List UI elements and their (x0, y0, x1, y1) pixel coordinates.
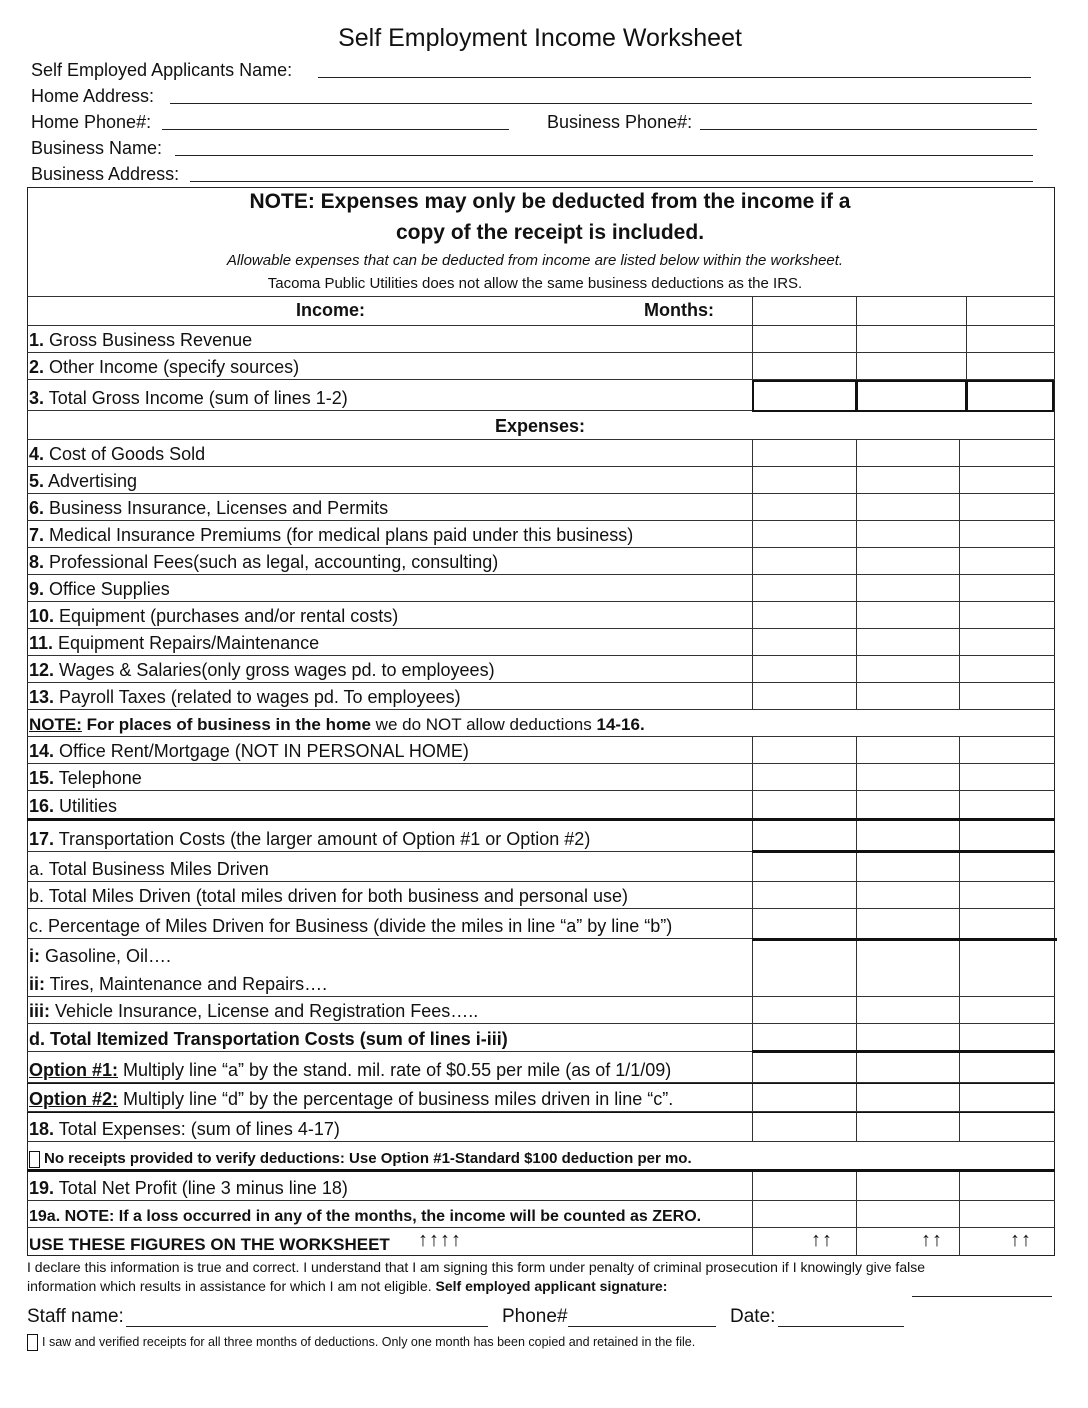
month-2-input[interactable] (856, 1024, 857, 1051)
month-1-input[interactable] (752, 1024, 753, 1051)
month-1-input[interactable] (752, 882, 753, 908)
line-label: Utilities (54, 796, 118, 816)
month-2-input[interactable] (856, 791, 857, 818)
option-2-row (27, 1083, 1055, 1112)
month-1-input[interactable] (752, 440, 753, 466)
line-number: 19. (29, 1178, 55, 1198)
itemized-costs-row (27, 941, 1055, 997)
month-3-input[interactable] (959, 548, 960, 574)
month-1-input[interactable] (752, 467, 753, 493)
line-label: Multiply line “a” by the stand. mil. rate of $0.55 per mile (as of 1/1/09) (118, 1060, 672, 1080)
month-3-input[interactable] (959, 737, 960, 763)
month-3-input[interactable] (959, 521, 960, 547)
total-gross-month-3-input[interactable] (966, 380, 1054, 412)
line-number: 4. (29, 444, 45, 464)
line-label: Office Supplies (44, 579, 170, 599)
income-header-row (27, 296, 1055, 326)
line-number: 15. (29, 768, 55, 788)
home-phone-field[interactable] (162, 129, 509, 130)
line-number: 11. (29, 633, 54, 653)
line-number: 2. (29, 357, 45, 377)
month-1-input[interactable] (752, 575, 753, 601)
line-number: 8. (29, 552, 45, 572)
line-7-row (27, 521, 1055, 548)
line-label: Gasoline, Oil…. (40, 946, 172, 966)
month-1-input[interactable] (752, 656, 753, 682)
month-2-input[interactable] (856, 764, 857, 790)
line-number: 18. (29, 1119, 55, 1139)
line-c-row (27, 909, 1055, 939)
month-2-input[interactable] (856, 440, 857, 466)
no-receipts-checkbox[interactable] (29, 1151, 40, 1168)
line-15-row (27, 764, 1055, 791)
line-label: a. Total Business Miles Driven (29, 859, 269, 879)
month-1-input[interactable] (752, 683, 753, 709)
applicant-name-field[interactable] (318, 77, 1031, 78)
month-1-input[interactable] (752, 1172, 753, 1200)
line-label: Business Insurance, Licenses and Permits (44, 498, 389, 518)
month-2-input[interactable] (856, 821, 857, 851)
month-2-input[interactable] (856, 909, 857, 938)
note-home-lines: 14-16. (596, 715, 645, 734)
month-1-input[interactable] (752, 1201, 753, 1227)
month-3-input[interactable] (959, 494, 960, 520)
month-2-input[interactable] (856, 1113, 857, 1141)
total-gross-month-1-input[interactable] (752, 380, 857, 412)
page-title: Self Employment Income Worksheet (338, 24, 742, 52)
line-number: 16. (29, 796, 55, 816)
line-label: d. Total Itemized Transportation Costs (sum of lines i-iii) (29, 1029, 508, 1049)
line-label: Total Gross Income (sum of lines 1-2) (44, 388, 348, 408)
month-3-input[interactable] (959, 467, 960, 493)
staff-name-field[interactable] (126, 1326, 488, 1327)
month-1-input[interactable] (752, 494, 753, 520)
month-3-input[interactable] (959, 629, 960, 655)
month-1-input[interactable] (752, 353, 753, 379)
line-label: Medical Insurance Premiums (for medical plans paid under this business) (44, 525, 634, 545)
months-header: Months: (644, 300, 714, 320)
month-3-input[interactable] (959, 1084, 960, 1111)
note-label: NOTE: (29, 715, 82, 734)
line-label: Gross Business Revenue (44, 330, 253, 350)
month-1-input[interactable] (752, 1113, 753, 1141)
line-label: Vehicle Insurance, License and Registration Fees….. (50, 1001, 479, 1021)
declaration-line-2: information which results in assistance for which I am not eligible. (27, 1278, 432, 1294)
total-gross-month-2-input[interactable] (856, 380, 967, 412)
line-10-row (27, 602, 1055, 629)
month-1-input[interactable] (752, 548, 753, 574)
month-2-input[interactable] (856, 548, 857, 574)
month-3-input[interactable] (966, 353, 967, 379)
use-figures-label: USE THESE FIGURES ON THE WORKSHEET (29, 1235, 390, 1254)
staff-phone-field[interactable] (568, 1326, 716, 1327)
home-phone-label: Home Phone#: (31, 112, 152, 132)
option-1-row (27, 1053, 1055, 1083)
month-3-input[interactable] (959, 1172, 960, 1200)
line-label: b. Total Miles Driven (total miles driven for both business and personal use) (29, 886, 628, 906)
line-d-row (27, 1024, 1055, 1052)
month-1-input[interactable] (752, 941, 753, 996)
receipts-verified-label: I saw and verified receipts for all three months of deductions. Only one month has been copied and retained in the file. (42, 1334, 696, 1349)
month-3-input[interactable] (959, 997, 960, 1023)
business-address-label: Business Address: (31, 164, 180, 184)
option-label: Option #2: (29, 1089, 118, 1109)
line-16-row (27, 791, 1055, 821)
month-3-input[interactable] (959, 909, 960, 938)
month-2-input[interactable] (856, 882, 857, 908)
line-label: Payroll Taxes (related to wages pd. To employees) (54, 687, 461, 707)
declaration-line-1: I declare this information is true and correct. I understand that I am signing this form under penalty of criminal prosecution if I knowingly give false (27, 1259, 925, 1275)
business-address-field[interactable] (190, 181, 1033, 182)
line-label: Equipment Repairs/Maintenance (53, 633, 320, 653)
line-number: 6. (29, 498, 45, 518)
note-heading-line2: copy of the receipt is included. (395, 221, 705, 244)
line-label: Tires, Maintenance and Repairs…. (45, 974, 328, 994)
line-label: Office Rent/Mortgage (NOT IN PERSONAL HOME) (54, 741, 469, 761)
business-phone-label: Business Phone#: (547, 112, 693, 132)
month-1-input[interactable] (752, 764, 753, 790)
line-19-row (27, 1172, 1055, 1201)
note-home-text-2: we do NOT allow deductions (370, 715, 597, 734)
month-1-input[interactable] (752, 909, 753, 938)
up-arrows-icon: ↑↑↑↑ (418, 1229, 462, 1251)
option-label: Option #1: (29, 1060, 118, 1080)
line-a-row (27, 853, 1055, 882)
signature-field[interactable] (912, 1296, 1052, 1297)
line-1-row (27, 326, 1055, 353)
month-3-input[interactable] (959, 941, 960, 996)
month-1-input[interactable] (752, 737, 753, 763)
home-address-label: Home Address: (31, 86, 155, 106)
month-3-input[interactable] (959, 853, 960, 881)
month-2-input[interactable] (856, 467, 857, 493)
line-number: 13. (29, 687, 55, 707)
business-name-label: Business Name: (31, 138, 163, 158)
use-figures-row (27, 1228, 1055, 1256)
line-label: Total Expenses: (sum of lines 4-17) (54, 1119, 340, 1139)
up-arrows-icon: ↑↑ (1010, 1229, 1032, 1251)
line-5-row (27, 467, 1055, 494)
up-arrows-icon: ↑↑ (921, 1229, 943, 1251)
line-number: 1. (29, 330, 45, 350)
line-number: 17. (29, 829, 55, 849)
note-heading-line1: NOTE: Expenses may only be deducted from the income if a (249, 190, 851, 213)
month-2-input[interactable] (856, 853, 857, 881)
expenses-header: Expenses: (495, 416, 586, 436)
month-1-input[interactable] (752, 629, 753, 655)
home-business-note-row (27, 710, 1055, 737)
month-1-input[interactable] (752, 602, 753, 628)
income-header: Income: (296, 300, 366, 320)
month-2-input[interactable] (856, 629, 857, 655)
no-receipts-label: No receipts provided to verify deductions: Use Option #1-Standard $100 deduction per mo. (44, 1150, 692, 1168)
business-name-field[interactable] (175, 155, 1033, 156)
month-3-input[interactable] (959, 440, 960, 466)
line-number: 10. (29, 606, 55, 626)
line-12-row (27, 656, 1055, 683)
month-1-input[interactable] (752, 1053, 753, 1082)
line-b-row (27, 882, 1055, 909)
month-1-input[interactable] (752, 1084, 753, 1111)
staff-phone-label: Phone# (502, 1306, 568, 1327)
month-2-input[interactable] (856, 737, 857, 763)
note-allowable-expenses: Allowable expenses that can be deducted from income are listed below within the worksheet. (226, 252, 844, 269)
month-3-input[interactable] (959, 575, 960, 601)
line-14-row (27, 737, 1055, 764)
signature-label: Self employed applicant signature: (431, 1278, 668, 1294)
line-11-row (27, 629, 1055, 656)
line-label: Telephone (54, 768, 142, 788)
line-number: 3. (29, 388, 45, 408)
date-field[interactable] (778, 1326, 904, 1327)
month-2-input[interactable] (856, 1172, 857, 1200)
note-irs-deductions: Tacoma Public Utilities does not allow the same business deductions as the IRS. (267, 275, 803, 292)
month-2-input[interactable] (856, 1201, 857, 1227)
month-3-input[interactable] (959, 1113, 960, 1141)
note-home-text: For places of business in the home (81, 715, 371, 734)
month-2-input[interactable] (856, 326, 857, 352)
month-2-input[interactable] (856, 521, 857, 547)
line-number: 14. (29, 741, 55, 761)
month-2-input[interactable] (856, 941, 857, 996)
line-label: Cost of Goods Sold (44, 444, 206, 464)
line-2-row (27, 353, 1055, 380)
month-2-input[interactable] (856, 353, 857, 379)
staff-name-label: Staff name: (27, 1306, 124, 1327)
month-1-input[interactable] (752, 997, 753, 1023)
line-label: Transportation Costs (the larger amount of Option #1 or Option #2) (54, 829, 591, 849)
month-3-input[interactable] (959, 683, 960, 709)
line-iii-row (27, 997, 1055, 1024)
date-label: Date: (730, 1306, 776, 1327)
applicant-name-label: Self Employed Applicants Name: (31, 60, 293, 80)
receipts-verified-checkbox[interactable] (27, 1334, 38, 1351)
line-label: Other Income (specify sources) (44, 357, 300, 377)
line-4-row (27, 440, 1055, 467)
month-2-input[interactable] (856, 1053, 857, 1082)
line-13-row (27, 683, 1055, 710)
month-3-input[interactable] (959, 656, 960, 682)
line-label: Advertising (44, 471, 138, 491)
line-18-row (27, 1112, 1055, 1142)
month-3-input[interactable] (959, 1201, 960, 1227)
line-label: Professional Fees(such as legal, accounting, consulting) (44, 552, 499, 572)
line-19a-row (27, 1201, 1055, 1228)
line-label: Equipment (purchases and/or rental costs) (54, 606, 399, 626)
line-number: 5. (29, 471, 45, 491)
line-6-row (27, 494, 1055, 521)
month-1-input[interactable] (752, 791, 753, 818)
month-3-input[interactable] (959, 602, 960, 628)
line-number: 7. (29, 525, 45, 545)
month-1-input[interactable] (752, 326, 753, 352)
line-label: Wages & Salaries(only gross wages pd. to employees) (54, 660, 495, 680)
month-2-input[interactable] (856, 575, 857, 601)
month-3-input[interactable] (959, 1024, 960, 1051)
line-number: 12. (29, 660, 55, 680)
business-phone-field[interactable] (700, 129, 1037, 130)
line-label: Total Net Profit (line 3 minus line 18) (54, 1178, 348, 1198)
line-number: ii: (29, 974, 45, 994)
month-3-input[interactable] (959, 882, 960, 908)
line-number: iii: (29, 1001, 50, 1021)
month-2-input[interactable] (856, 602, 857, 628)
up-arrows-icon: ↑↑ (811, 1229, 833, 1251)
line-number: 9. (29, 579, 45, 599)
month-2-input[interactable] (856, 997, 857, 1023)
line-label: 19a. NOTE: If a loss occurred in any of the months, the income will be counted as ZERO. (29, 1208, 702, 1225)
month-2-input[interactable] (856, 683, 857, 709)
month-1-input[interactable] (752, 521, 753, 547)
line-label: Multiply line “d” by the percentage of business miles driven in line “c”. (118, 1089, 674, 1109)
month-3-input[interactable] (966, 326, 967, 352)
line-8-row (27, 548, 1055, 575)
month-3-input[interactable] (959, 821, 960, 851)
home-address-field[interactable] (170, 103, 1032, 104)
month-1-input[interactable] (752, 853, 753, 881)
month-2-input[interactable] (856, 1084, 857, 1111)
line-label: c. Percentage of Miles Driven for Business (divide the miles in line “a” by line “b”) (29, 916, 673, 936)
month-3-input[interactable] (959, 764, 960, 790)
month-1-input[interactable] (752, 821, 753, 851)
month-2-input[interactable] (856, 656, 857, 682)
month-3-input[interactable] (959, 1053, 960, 1082)
line-number: i: (29, 946, 40, 966)
no-receipts-row (27, 1142, 1055, 1172)
line-9-row (27, 575, 1055, 602)
month-3-input[interactable] (959, 791, 960, 818)
line-17-row (27, 821, 1055, 852)
month-2-input[interactable] (856, 494, 857, 520)
